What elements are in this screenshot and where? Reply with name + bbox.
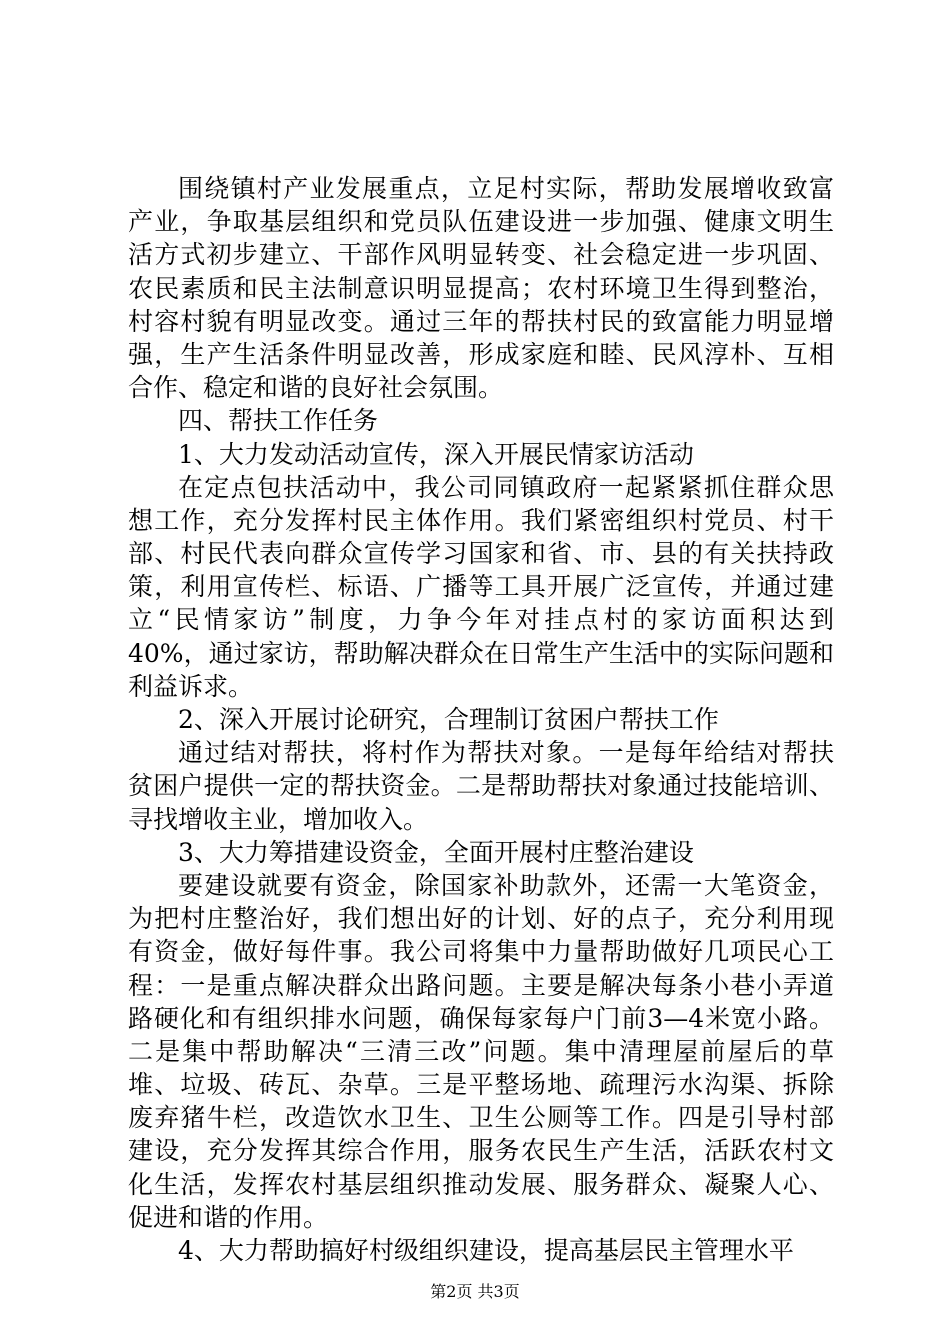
text-line: 路硬化和有组织排水问题，确保每家每户门前3—4米宽小路。 [128,1003,834,1033]
text-line: 程：一是重点解决群众出路问题。主要是解决每条小巷小弄道 [128,970,834,1000]
text-line: 强，生产生活条件明显改善，形成家庭和睦、民风淳朴、互相 [128,339,834,369]
paragraph [128,471,834,703]
text-line: 废弃猪牛栏，改造饮水卫生、卫生公厕等工作。四是引导村部 [128,1103,834,1133]
text-line: 想工作，充分发挥村民主体作用。我们紧密组织村党员、村干 [128,505,834,535]
text-line: 1、大力发动活动宣传，深入开展民情家访活动 [178,439,694,469]
paragraph [128,172,834,404]
text-line: 贫困户提供一定的帮扶资金。二是帮助帮扶对象通过技能培训、 [128,771,834,801]
text-line: 堆、垃圾、砖瓦、杂草。三是平整场地、疏理污水沟渠、拆除 [128,1070,834,1100]
text-line: 农民素质和民主法制意识明显提高；农村环境卫生得到整治， [128,273,834,303]
text-line: 促进和谐的作用。 [128,1202,329,1232]
section-heading [128,836,834,869]
text-line: 要建设就要有资金，除国家补助款外，还需一大笔资金， [178,870,834,900]
text-line: 二是集中帮助解决“三清三改”问题。集中清理屋前屋后的草 [128,1036,834,1066]
text-line: 通过结对帮扶，将村作为帮扶对象。一是每年给结对帮扶 [178,738,834,768]
paragraph [128,736,834,836]
text-line: 40%，通过家访，帮助解决群众在日常生产生活中的实际问题和 [128,638,834,668]
text-line: 立“民情家访”制度，力争今年对挂点村的家访面积达到 [128,605,834,635]
section-heading [128,438,834,471]
text-line: 合作、稳定和谐的良好社会氛围。 [128,373,504,403]
document-body [128,172,834,1267]
section-heading [128,404,834,437]
text-line: 有资金，做好每件事。我公司将集中力量帮助做好几项民心工 [128,937,834,967]
text-line: 产业，争取基层组织和党员队伍建设进一步加强、健康文明生 [128,207,834,237]
section-heading [128,703,834,736]
text-line: 化生活，发挥农村基层组织推动发展、服务群众、凝聚人心、 [128,1169,834,1199]
text-line: 4、大力帮助搞好村级组织建设，提高基层民主管理水平 [178,1236,794,1265]
text-line: 活方式初步建立、干部作风明显转变、社会稳定进一步巩固、 [128,240,834,270]
text-line: 在定点包扶活动中，我公司同镇政府一起紧紧抓住群众思 [178,472,834,502]
text-line: 3、大力筹措建设资金，全面开展村庄整治建设 [178,837,694,867]
text-line: 围绕镇村产业发展重点，立足村实际，帮助发展增收致富 [178,174,834,203]
text-line: 利益诉求。 [128,671,254,701]
text-line: 2、深入开展讨论研究，合理制订贫困户帮扶工作 [178,705,719,734]
page-footer: 第2页 共3页 [430,1282,520,1301]
section-heading [128,1234,834,1267]
text-line: 为把村庄整治好，我们想出好的计划、好的点子，充分利用现 [128,904,834,934]
text-line: 部、村民代表向群众宣传学习国家和省、市、县的有关扶持政 [128,539,834,569]
paragraph [128,869,834,1234]
text-line: 策，利用宣传栏、标语、广播等工具开展广泛宣传，并通过建 [128,572,834,602]
text-line: 建设，充分发挥其综合作用，服务农民生产生活，活跃农村文 [128,1136,834,1166]
text-line: 村容村貌有明显改变。通过三年的帮扶村民的致富能力明显增 [128,306,834,336]
text-line: 四、帮扶工作任务 [178,406,379,436]
text-line: 寻找增收主业，增加收入。 [128,804,429,834]
